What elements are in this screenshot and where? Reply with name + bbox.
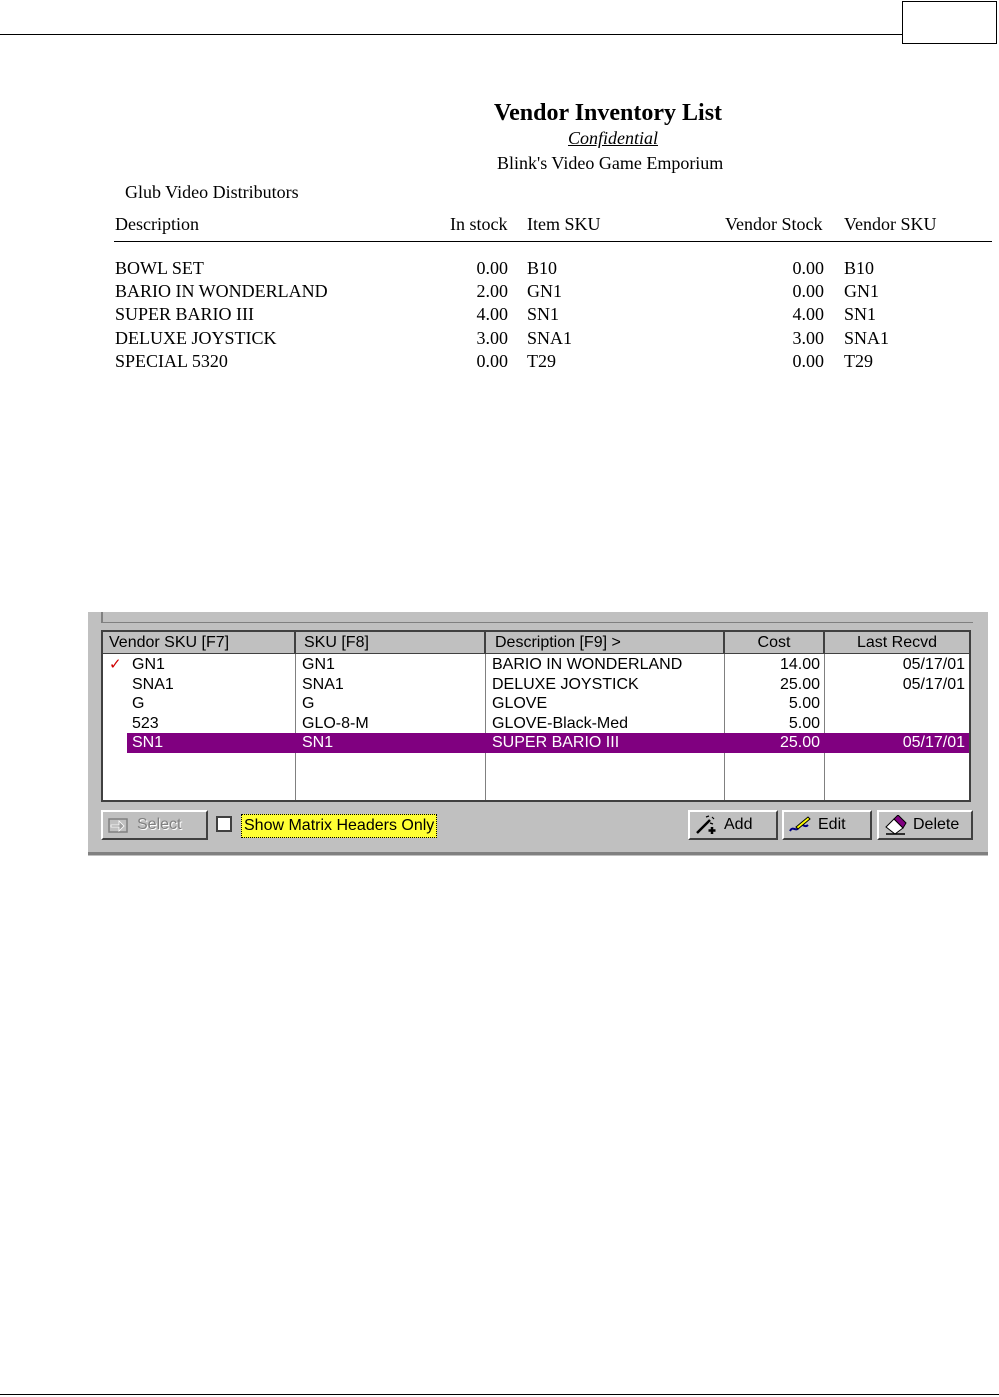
- report-title: Vendor Inventory List: [494, 100, 723, 126]
- grid-cell-description: SUPER BARIO III: [492, 734, 620, 751]
- grid-cell-cost: 5.00: [788, 695, 820, 712]
- grid-cell-vendor-sku: 523: [132, 714, 159, 732]
- report-header-in-stock: In stock: [450, 214, 508, 234]
- grid-cell-vendor-sku: G: [132, 695, 145, 712]
- vendor-sku-grid[interactable]: [101, 630, 971, 802]
- grid-cell-vendor-sku: SN1: [132, 734, 164, 751]
- show-matrix-headers-label[interactable]: Show Matrix Headers Only: [241, 814, 437, 838]
- report-cell-description: BOWL SET: [115, 258, 204, 278]
- grid-row[interactable]: [103, 694, 969, 714]
- report-header-vendor-stock: Vendor Stock: [725, 214, 823, 234]
- grid-cell-cost: 25.00: [779, 675, 820, 693]
- report-cell-vendor-stock: 0.00: [792, 258, 824, 278]
- report-cell-description: BARIO IN WONDERLAND: [115, 281, 328, 301]
- report-cell-item-sku: SNA1: [527, 328, 573, 348]
- checkmark-icon: ✓: [109, 656, 122, 673]
- grid-row[interactable]: [103, 714, 969, 734]
- grid-cell-last-recvd: 05/17/01: [902, 656, 965, 673]
- grid-cell-sku: GLO-8-M: [302, 714, 369, 732]
- add-button-label: Add: [724, 816, 753, 833]
- report-cell-vendor-sku: GN1: [844, 281, 879, 301]
- report-cell-in-stock: 0.00: [476, 258, 508, 278]
- report-row: [0, 351, 999, 374]
- report-row: [0, 304, 999, 327]
- report-cell-vendor-sku: B10: [844, 258, 875, 278]
- edit-pen-icon: [788, 815, 812, 835]
- report-header-description: Description: [115, 214, 199, 234]
- report-header-rule: [114, 241, 992, 242]
- grid-row[interactable]: [103, 655, 969, 675]
- grid-cell-cost: 25.00: [779, 734, 820, 751]
- grid-cell-sku: SN1: [302, 734, 334, 751]
- delete-button-label: Delete: [913, 816, 960, 833]
- add-wand-icon: [694, 815, 718, 835]
- report-row: [0, 328, 999, 351]
- grid-cell-last-recvd: 05/17/01: [902, 734, 965, 751]
- grid-row[interactable]: [103, 675, 969, 695]
- report-cell-vendor-stock: 0.00: [792, 281, 824, 301]
- report-cell-item-sku: B10: [527, 258, 558, 278]
- report-cell-vendor-sku: SNA1: [844, 328, 890, 348]
- column-header-vendor-sku[interactable]: Vendor SKU [F7]: [103, 632, 296, 654]
- grid-cell-last-recvd: 05/17/01: [902, 675, 965, 693]
- add-button[interactable]: [688, 810, 778, 840]
- edit-button-label: Edit: [818, 816, 846, 833]
- report-row: [0, 281, 999, 304]
- report-vendor-name: Glub Video Distributors: [125, 182, 299, 202]
- report-cell-vendor-sku: SN1: [844, 304, 877, 324]
- report-cell-in-stock: 2.00: [476, 281, 508, 301]
- report-cell-item-sku: GN1: [527, 281, 562, 301]
- report-cell-vendor-stock: 0.00: [792, 351, 824, 371]
- report-cell-in-stock: 0.00: [476, 351, 508, 371]
- delete-button[interactable]: [877, 810, 973, 840]
- report-cell-item-sku: T29: [527, 351, 556, 371]
- report-header-item-sku: Item SKU: [527, 214, 601, 234]
- report-company: Blink's Video Game Emporium: [497, 153, 724, 173]
- report-header-vendor-sku: Vendor SKU: [844, 214, 937, 234]
- report-cell-item-sku: SN1: [527, 304, 560, 324]
- grid-cell-sku: G: [302, 695, 315, 712]
- grid-cell-description: BARIO IN WONDERLAND: [492, 656, 683, 673]
- grid-cell-vendor-sku: SNA1: [132, 675, 174, 693]
- grid-cell-sku: SNA1: [302, 675, 344, 693]
- footer-rule: [0, 1394, 999, 1395]
- report-subtitle: Confidential: [568, 128, 658, 148]
- delete-eraser-icon: [883, 815, 907, 835]
- grid-cell-vendor-sku: GN1: [132, 656, 165, 673]
- select-button[interactable]: [101, 810, 208, 840]
- report-cell-description: SUPER BARIO III: [115, 304, 255, 324]
- edit-button[interactable]: [782, 810, 872, 840]
- column-header-description[interactable]: Description [F9] >: [486, 632, 725, 654]
- vendor-sku-window: [88, 612, 988, 856]
- report-cell-description: DELUXE JOYSTICK: [115, 328, 277, 348]
- select-hand-icon: [107, 815, 131, 835]
- report-cell-in-stock: 4.00: [476, 304, 508, 324]
- column-header-cost[interactable]: Cost: [725, 632, 825, 654]
- report-cell-vendor-stock: 3.00: [792, 328, 824, 348]
- vendor-inventory-report: [0, 0, 999, 400]
- window-top-edge: [101, 612, 973, 623]
- report-cell-description: SPECIAL 5320: [115, 351, 228, 371]
- grid-cell-sku: GN1: [302, 656, 335, 673]
- show-matrix-headers-checkbox[interactable]: [216, 816, 232, 832]
- grid-cell-cost: 14.00: [779, 656, 820, 673]
- report-cell-vendor-stock: 4.00: [792, 304, 824, 324]
- grid-cell-cost: 5.00: [788, 714, 820, 732]
- grid-cell-description: DELUXE JOYSTICK: [492, 675, 639, 693]
- window-bottom-edge: [88, 852, 988, 855]
- grid-row-selected[interactable]: [103, 733, 969, 753]
- select-button-label: Select: [137, 816, 182, 833]
- grid-cell-description: GLOVE-Black-Med: [492, 714, 629, 732]
- report-cell-in-stock: 3.00: [476, 328, 508, 348]
- column-header-last-recvd[interactable]: Last Recvd: [825, 632, 969, 654]
- report-row: [0, 258, 999, 281]
- grid-cell-description: GLOVE: [492, 695, 548, 712]
- report-cell-vendor-sku: T29: [844, 351, 873, 371]
- column-header-sku[interactable]: SKU [F8]: [296, 632, 486, 654]
